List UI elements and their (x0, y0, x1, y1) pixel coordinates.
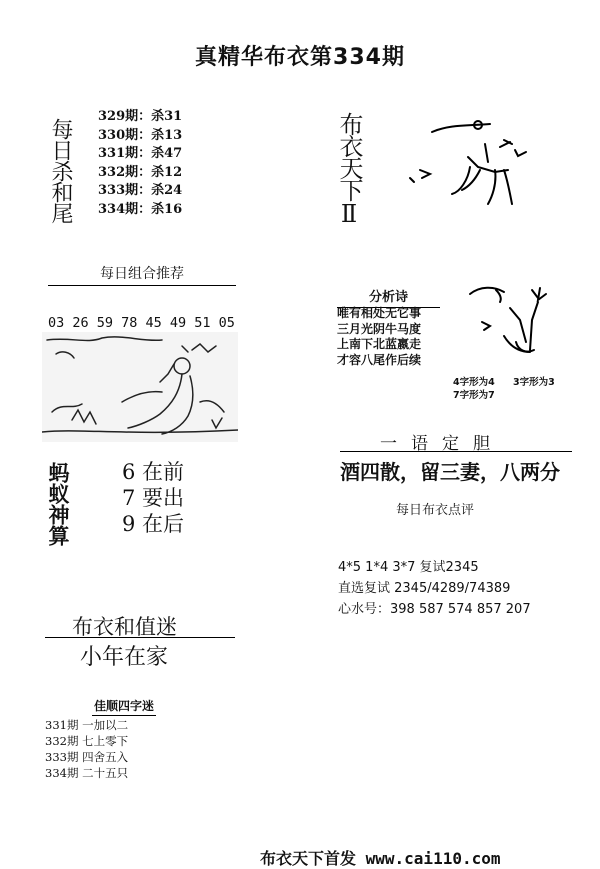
kill-item: 334期：杀16 (98, 201, 183, 217)
review-line: 直选复试 2345/4289/74389 (338, 581, 511, 596)
riddle-title: 布衣和值迷 (72, 615, 177, 639)
god-calc-rows (122, 459, 184, 537)
tree-sketch (460, 280, 560, 370)
kill-item: 329期：杀31 (98, 109, 183, 124)
tree-bird-sketch (400, 112, 560, 212)
bracelet-divider (340, 451, 572, 452)
poem-lines (337, 306, 421, 368)
kill-item: 332期：杀12 (98, 164, 183, 180)
bracelet-text: 酒四散，留三妻，八两分 (340, 460, 560, 484)
four-char-line: 331期 一加以二 (45, 718, 129, 732)
riddle-answer: 小年在家 (80, 645, 169, 670)
daily-kill-label: 每日杀和尾 (48, 118, 73, 223)
review-lines (338, 557, 531, 620)
poem-line: 才容八尾作后续 (337, 352, 422, 367)
kill-item: 331期：杀47 (98, 146, 183, 161)
god-calc-row: 7 要出 (122, 486, 185, 510)
bracelet-title: 一语定胆 (380, 434, 504, 454)
four-char-line: 332期 七上零下 (45, 734, 129, 748)
god-calc-row: 9 在后 (122, 512, 185, 536)
riddle-divider (45, 637, 235, 638)
poem-line: 三月光阴牛马度 (337, 321, 422, 336)
review-line: 4*5 1*4 3*7 复试2345 (338, 560, 479, 575)
review-line: 心水号：398 587 574 857 207 (338, 602, 531, 617)
footer-link[interactable]: 布衣天下首发 www.cai110.com (260, 849, 501, 868)
daily-kill-list (98, 108, 182, 219)
god-calc-row: 6 在前 (122, 460, 185, 484)
poem-title: 分析诗 (337, 286, 440, 308)
poem-line: 上南下北蓝嬴走 (337, 337, 422, 351)
review-title: 每日布衣点评 (396, 503, 475, 518)
god-calc-label: 蚂蚁神算 (46, 462, 71, 546)
combo-row: 03 26 59 78 45 49 51 05 (48, 315, 235, 331)
four-char-line: 334期 二十五只 (45, 766, 129, 780)
kill-item: 330期：杀13 (98, 127, 183, 143)
scholar-illustration (42, 332, 238, 442)
combo-title: 每日组合推荐 (48, 263, 236, 286)
four-char-lines (45, 717, 128, 781)
buyi-tianxia-label: 布衣天下Ⅱ (335, 112, 363, 226)
shape-note-7: 7字形为7 (453, 390, 495, 401)
kill-item: 333期：杀24 (98, 183, 183, 198)
page-title: 真精华布衣第334期 (195, 45, 405, 70)
shape-note-4: 4字形为4 (453, 377, 495, 388)
poem-line: 唯有相处无它事 (337, 306, 422, 320)
four-char-title: 佳顺四字迷 (92, 697, 156, 716)
shape-note-3: 3字形为3 (513, 377, 555, 388)
four-char-line: 333期 四舍五入 (45, 750, 129, 764)
